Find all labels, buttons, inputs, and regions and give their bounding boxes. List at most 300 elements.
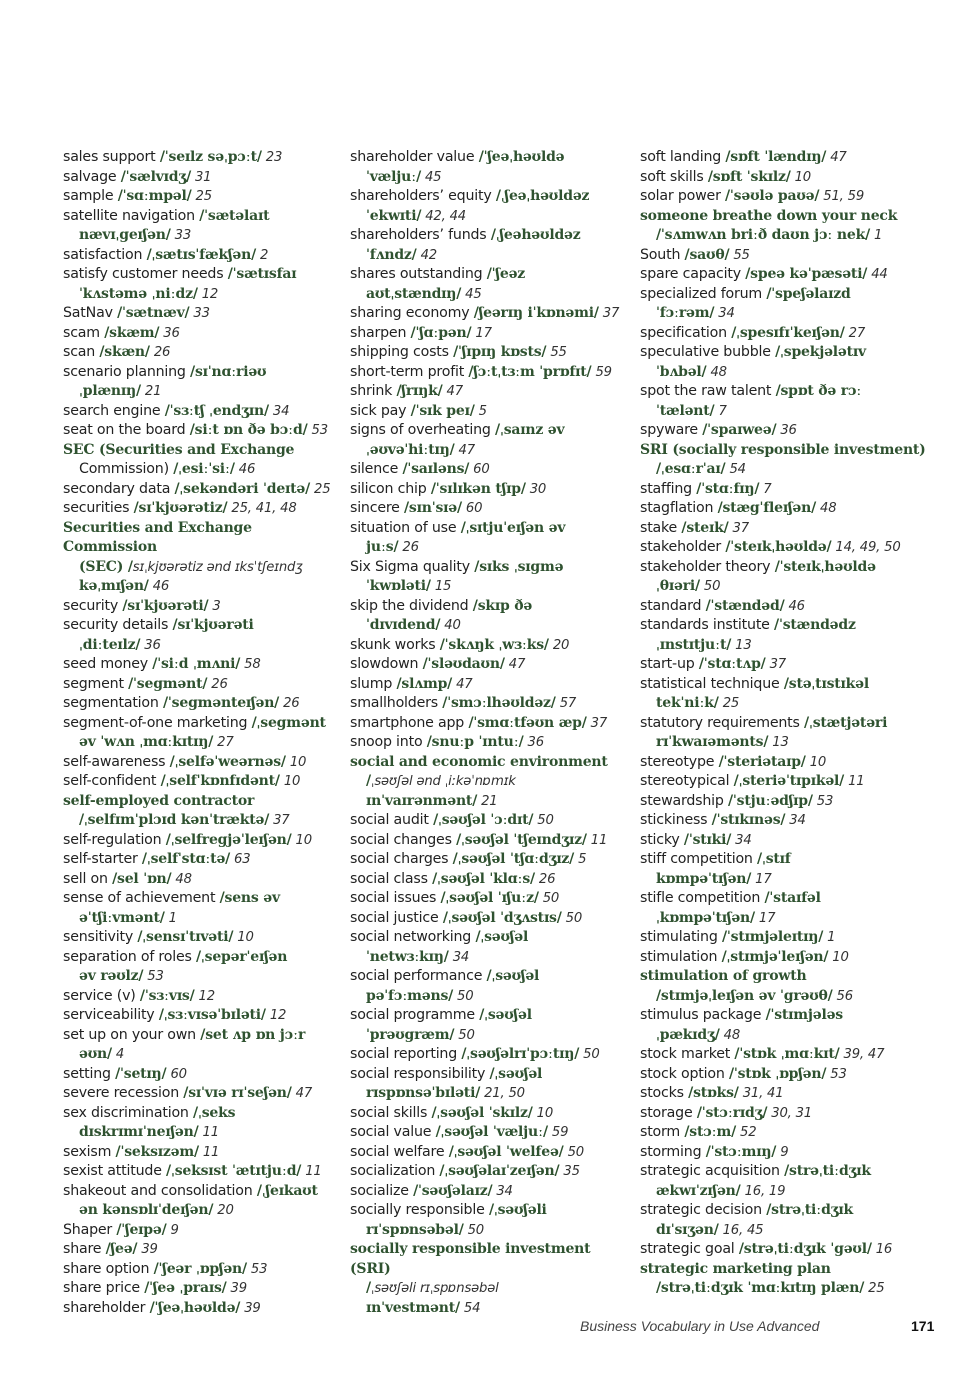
entry-headword-line: stereotypical /ˌsteriəˈtɪpɪkəl/ 11	[640, 773, 865, 789]
index-entry	[350, 499, 625, 519]
index-entry	[350, 675, 625, 695]
entry-continuation-line: dɪskrɪmɪˈneɪʃən/ 11	[79, 1124, 219, 1140]
index-entry	[640, 168, 940, 188]
entry-headword-line: share /ʃeə/ 39	[63, 1241, 158, 1257]
entry-headword-line: storage /ˈstɔːrɪdʒ/ 30, 31	[640, 1104, 813, 1121]
index-entry	[640, 1084, 940, 1104]
index-entry	[640, 207, 940, 246]
entry-headword-line: self-regulation /ˌselfregjəˈleɪʃən/ 10	[63, 831, 312, 848]
entry-headword-line: salvage /ˈsælvɪdʒ/ 31	[63, 168, 212, 185]
index-entry	[63, 714, 333, 753]
entry-headword-line: shakeout and consolidation /ˌʃeɪkaʊt	[63, 1182, 318, 1199]
entry-headword-line: self-confident /ˌselfˈkɒnfɪdənt/ 10	[63, 773, 301, 789]
entry-headword-line: stickiness /ˈstɪkɪnəs/ 34	[640, 812, 806, 828]
entry-continuation-line: juːs/ 26	[366, 539, 419, 555]
entry-continuation-line: ɪnˈvestmənt/ 54	[366, 1299, 481, 1316]
entry-continuation-line: ˈkʌstəmə ˌniːdz/ 12	[79, 285, 219, 302]
entry-continuation-line: rɪˈspɒnsəbəl/ 50	[366, 1221, 484, 1238]
entry-continuation-line: /ˌsəʊʃəl ənd ˌiːkəˈnɒmɪk	[366, 773, 516, 789]
entry-headword-line: satisfy customer needs /ˈsætɪsfaɪ	[63, 266, 297, 282]
index-column-2	[350, 148, 625, 1318]
entry-headword-line: Shaper /ˈʃeɪpə/ 9	[63, 1221, 179, 1238]
index-entry	[63, 675, 333, 695]
entry-continuation-line: ˈtælənt/ 7	[656, 402, 727, 419]
index-entry	[63, 655, 333, 675]
entry-headword-line: Securities and Exchange Commission	[63, 519, 252, 555]
entry-headword-line: smartphone app /ˈsmɑːtfəʊn æp/ 37	[350, 714, 608, 731]
entry-headword-line: spyware /ˈspaɪweə/ 36	[640, 422, 797, 438]
entry-continuation-line: ækwɪˈzɪʃən/ 16, 19	[656, 1182, 786, 1199]
index-entry	[640, 324, 940, 344]
entry-continuation-line: /stɪmjəˌleɪʃən əv ˈgrəʊθ/ 56	[656, 987, 853, 1004]
entry-headword-line: serviceability /ˌsɜːvɪsəˈbɪləti/ 12	[63, 1007, 287, 1023]
index-entry	[640, 675, 940, 714]
entry-headword-line: stock market /ˈstɒk ˌmɑːkɪt/ 39, 47	[640, 1046, 885, 1062]
entry-headword-line: signs of overheating /ˌsaɪnz əv	[350, 422, 565, 438]
entry-headword-line: situation of use /ˌsɪtjuˈeɪʃən əv	[350, 519, 566, 536]
index-entry	[63, 772, 333, 792]
entry-headword-line: soft landing /sɒft ˈlændɪŋ/ 47	[640, 149, 847, 165]
index-entry	[350, 597, 625, 636]
entry-headword-line: satellite navigation /ˈsætəlaɪt	[63, 207, 270, 224]
index-entry	[350, 480, 625, 500]
entry-headword-line: sharpen /ˈʃɑːpən/ 17	[350, 324, 492, 341]
entry-headword-line: social issues /ˌsəʊʃəl ˈɪʃuːz/ 50	[350, 890, 560, 906]
entry-headword-line: standards institute /ˈstændədz	[640, 617, 856, 633]
entry-continuation-line: ˈnetwɜːkɪŋ/ 34	[366, 948, 470, 965]
entry-continuation-line: ˌpækɪdʒ/ 48	[656, 1026, 741, 1043]
index-entry	[640, 480, 940, 500]
entry-headword-line: standard /ˈstændəd/ 46	[640, 597, 805, 614]
entry-continuation-line: kɒmpəˈtɪʃən/ 17	[656, 870, 772, 887]
entry-headword-line: shares outstanding /ˈʃeəz	[350, 266, 526, 282]
index-entry	[350, 850, 625, 870]
entry-headword-line: storm /stɔːm/ 52	[640, 1124, 757, 1140]
index-entry	[350, 714, 625, 734]
index-entry	[350, 733, 625, 753]
index-entry	[350, 343, 625, 363]
index-entry	[350, 304, 625, 324]
entry-headword-line: stimulation /ˌstɪmjəˈleɪʃən/ 10	[640, 948, 849, 965]
entry-headword-line: sample /ˈsɑːmpəl/ 25	[63, 188, 212, 204]
entry-headword-line: stake /steɪk/ 37	[640, 519, 749, 536]
index-entry	[63, 324, 333, 344]
index-entry	[640, 538, 940, 558]
entry-continuation-line: aʊtˌstændɪŋ/ 45	[366, 285, 482, 302]
index-entry	[63, 421, 333, 441]
entry-headword-line: stimulus package /ˈstɪmjələs	[640, 1007, 843, 1023]
entry-headword-line: storming /ˈstɔːmɪŋ/ 9	[640, 1143, 789, 1160]
index-entry	[63, 694, 333, 714]
entry-headword-line: scan /skæn/ 26	[63, 344, 171, 360]
index-entry	[63, 1162, 333, 1182]
index-entry	[640, 1201, 940, 1240]
entry-headword-line: sexist attitude /ˌseksɪst ˈætɪtjuːd/ 11	[63, 1163, 322, 1179]
index-entry	[350, 811, 625, 831]
entry-continuation-line: ˌəʊvəˈhiːtɪŋ/ 47	[366, 441, 475, 458]
index-entry	[350, 1065, 625, 1104]
entry-headword-line: seat on the board /siːt ɒn ðə bɔːd/ 53	[63, 422, 328, 438]
entry-headword-line: social reporting /ˌsəʊʃəlrɪˈpɔːtɪŋ/ 50	[350, 1046, 600, 1062]
index-entry	[640, 889, 940, 928]
index-entry	[63, 1006, 333, 1026]
entry-headword-line: strategic marketing plan	[640, 1260, 831, 1277]
entry-headword-line: socially responsible investment (SRI)	[350, 1241, 591, 1277]
entry-headword-line: SEC (Securities and Exchange	[63, 441, 295, 458]
index-entry	[350, 694, 625, 714]
index-entry	[63, 1260, 333, 1280]
entry-headword-line: search engine /ˈsɜːtʃ ˌendʒɪn/ 34	[63, 402, 290, 419]
entry-continuation-line: ˌdiːteɪlz/ 36	[79, 636, 161, 653]
index-entry	[640, 1006, 940, 1045]
entry-headword-line: statistical technique /stəˌtɪstɪkəl	[640, 675, 869, 692]
index-entry	[640, 753, 940, 773]
entry-headword-line: seed money /ˈsiːd ˌmʌni/ 58	[63, 656, 261, 672]
entry-headword-line: stifle competition /ˈstaɪfəl	[640, 890, 821, 906]
entry-headword-line: statutory requirements /ˌstætjətəri	[640, 714, 888, 731]
index-entry	[63, 304, 333, 324]
entry-headword-line: specialized forum /ˈspeʃəlaɪzd	[640, 285, 851, 302]
entry-headword-line: segment /ˈsegmənt/ 26	[63, 675, 228, 692]
entry-continuation-line: tekˈniːk/ 25	[656, 695, 740, 711]
index-entry	[640, 831, 940, 851]
index-entry	[640, 772, 940, 792]
entry-headword-line: sell on /sel ˈɒn/ 48	[63, 870, 192, 887]
index-entry	[640, 285, 940, 324]
index-entry	[640, 616, 940, 655]
entry-continuation-line: pəˈfɔːməns/ 50	[366, 987, 474, 1004]
index-entry	[640, 655, 940, 675]
entry-headword-line: SRI (socially responsible investment)	[640, 441, 926, 458]
entry-continuation-line: rɪspɒnsəˈbɪləti/ 21, 50	[366, 1085, 525, 1101]
index-entry	[350, 226, 625, 265]
entry-headword-line: social class /ˌsəʊʃəl ˈklɑːs/ 26	[350, 870, 556, 887]
entry-headword-line: segmentation /ˈsegmənteɪʃən/ 26	[63, 695, 300, 711]
index-entry	[350, 636, 625, 656]
entry-headword-line: scam /skæm/ 36	[63, 324, 180, 341]
entry-continuation-line: əˈtʃiːvmənt/ 1	[79, 909, 177, 926]
index-entry	[640, 928, 940, 948]
index-entry	[640, 1104, 940, 1124]
page-number: 171	[911, 1318, 935, 1334]
entry-headword-line: social audit /ˌsəʊʃəl ˈɔːdɪt/ 50	[350, 812, 554, 828]
index-entry	[350, 870, 625, 890]
entry-headword-line: social justice /ˌsəʊʃəl ˈdʒʌstɪs/ 50	[350, 909, 583, 926]
entry-headword-line: stimulation of growth	[640, 968, 807, 984]
entry-headword-line: slowdown /ˈsləʊdaʊn/ 47	[350, 656, 526, 672]
entry-continuation-line: /ˌsəʊʃəli rɪˌspɒnsəbəl	[366, 1280, 499, 1296]
entry-headword-line: securities /sɪˈkjʊərətiz/ 25, 41, 48	[63, 500, 297, 516]
entry-headword-line: severe recession /sɪˈvɪə rɪˈseʃən/ 47	[63, 1085, 313, 1101]
index-entry	[63, 1026, 333, 1065]
index-entry	[63, 441, 333, 480]
index-entry	[63, 499, 333, 519]
entry-continuation-line: rɪˈkwaɪəmənts/ 13	[656, 734, 789, 750]
index-entry	[640, 343, 940, 382]
index-entry	[640, 1260, 940, 1299]
index-entry	[63, 363, 333, 402]
entry-continuation-line: ˈekwɪti/ 42, 44	[366, 207, 466, 224]
index-entry	[63, 987, 333, 1007]
index-entry	[63, 168, 333, 188]
entry-headword-line: segment-of-one marketing /ˌsegmənt	[63, 714, 326, 731]
index-entry	[350, 909, 625, 929]
index-entry	[350, 928, 625, 967]
index-entry	[350, 831, 625, 851]
entry-headword-line: stakeholder theory /ˈsteɪkˌhəʊldə	[640, 558, 876, 575]
index-entry	[63, 519, 333, 597]
entry-headword-line: spot the raw talent /spɒt ðə rɔː	[640, 383, 862, 399]
entry-headword-line: self-awareness /ˌselfəˈweərnəs/ 10	[63, 753, 307, 770]
entry-headword-line: stakeholder /ˈsteɪkˌhəʊldə/ 14, 49, 50	[640, 539, 901, 555]
index-entry	[350, 1006, 625, 1045]
index-column-1	[63, 148, 333, 1318]
entry-headword-line: silicon chip /ˈsɪlɪkən tʃɪp/ 30	[350, 480, 547, 497]
index-entry	[350, 421, 625, 460]
index-entry	[63, 207, 333, 246]
index-entry	[63, 831, 333, 851]
entry-headword-line: shareholders’ equity /ˌʃeəˌhəʊldəz	[350, 188, 590, 204]
entry-continuation-line: əv rəʊlz/ 53	[79, 968, 164, 984]
entry-headword-line: strategic acquisition /strəˌtiːdʒɪk	[640, 1163, 871, 1179]
entry-continuation-line: kəˌmɪʃən/ 46	[79, 578, 170, 594]
entry-continuation-line: /ˌselfɪmˈplɔɪd kənˈtræktə/ 37	[79, 812, 290, 828]
entry-headword-line: sticky /ˈstɪki/ 34	[640, 831, 752, 848]
entry-continuation-line: ˌɪnstɪtjuːt/ 13	[656, 636, 752, 653]
entry-headword-line: sexism /ˈseksɪzəm/ 11	[63, 1143, 220, 1160]
entry-headword-line: snoop into /snuːp ˈɪntuː/ 36	[350, 734, 544, 750]
entry-headword-line: social programme /ˌsəʊʃəl	[350, 1007, 532, 1023]
index-entry	[640, 1123, 940, 1143]
index-entry	[350, 187, 625, 226]
entry-headword-line: stereotype /ˈsteriətaɪp/ 10	[640, 753, 827, 770]
index-entry	[350, 753, 625, 812]
entry-continuation-line: ˌkɒmpəˈtɪʃən/ 17	[656, 909, 776, 926]
index-entry	[640, 1162, 940, 1201]
entry-headword-line: shareholder value /ˈʃeəˌhəʊldə	[350, 149, 565, 165]
entry-headword-line: separation of roles /ˌsepərˈeɪʃən	[63, 948, 288, 965]
index-entry	[640, 967, 940, 1006]
entry-headword-line: start-up /ˈstɑːtʌp/ 37	[640, 656, 786, 672]
entry-headword-line: scenario planning /sɪˈnɑːriəʊ	[63, 363, 267, 380]
entry-headword-line: stiff competition /ˌstɪf	[640, 851, 791, 867]
index-entry	[640, 421, 940, 441]
entry-headword-line: social value /ˌsəʊʃəl ˈvæljuː/ 59	[350, 1124, 569, 1140]
index-entry	[350, 402, 625, 422]
entry-headword-line: specification /ˌspesɪfɪˈkeɪʃən/ 27	[640, 324, 866, 341]
entry-continuation-line: əv ˈwʌn ˌmɑːkɪtɪŋ/ 27	[79, 734, 234, 750]
index-column-3	[640, 148, 940, 1299]
entry-headword-line: sales support /ˈseɪlz səˌpɔːt/ 23	[63, 149, 283, 165]
entry-continuation-line: ˈvæljuː/ 45	[366, 168, 442, 185]
entry-headword-line: security /sɪˈkjʊərəti/ 3	[63, 597, 221, 614]
index-entry	[640, 1143, 940, 1163]
index-entry	[63, 343, 333, 363]
entry-continuation-line: dɪˈsɪʒən/ 16, 45	[656, 1221, 764, 1238]
index-entry	[350, 148, 625, 187]
entry-headword-line: satisfaction /ˌsætɪsˈfækʃən/ 2	[63, 246, 269, 263]
index-entry	[350, 655, 625, 675]
entry-continuation-line: ˈfʌndz/ 42	[366, 246, 437, 263]
index-entry	[640, 792, 940, 812]
entry-headword-line: stimulating /ˈstɪmjəleɪtɪŋ/ 1	[640, 929, 836, 945]
entry-headword-line: social responsibility /ˌsəʊʃəl	[350, 1065, 543, 1082]
entry-headword-line: share option /ˈʃeər ˌɒpʃən/ 53	[63, 1260, 268, 1277]
index-entry	[640, 148, 940, 168]
entry-headword-line: sincere /sɪnˈsɪə/ 60	[350, 500, 483, 516]
index-entry	[640, 1065, 940, 1085]
entry-headword-line: socially responsible /ˌsəʊʃəli	[350, 1202, 547, 1218]
index-entry	[640, 519, 940, 539]
entry-headword-line: secondary data /ˌsekəndəri ˈdeɪtə/ 25	[63, 480, 331, 497]
index-entry	[63, 1065, 333, 1085]
entry-headword-line: social performance /ˌsəʊʃəl	[350, 968, 540, 984]
index-entry	[63, 850, 333, 870]
index-entry	[63, 597, 333, 617]
entry-headword-line: someone breathe down your neck	[640, 207, 898, 224]
index-entry	[640, 714, 940, 753]
entry-continuation-line: ˈfɔːrəm/ 34	[656, 305, 735, 321]
index-entry	[63, 1084, 333, 1104]
index-entry	[63, 889, 333, 928]
index-entry	[640, 382, 940, 421]
entry-continuation-line: ˌplænɪŋ/ 21	[79, 383, 162, 399]
entry-headword-line: sex discrimination /ˌseks	[63, 1104, 236, 1121]
entry-continuation-line: əʊn/ 4	[79, 1046, 125, 1062]
index-entry	[350, 519, 625, 558]
entry-continuation-line: (SEC) /sɪˌkjʊərətiz ənd ɪksˈtʃeɪndʒ	[79, 558, 303, 575]
entry-headword-line: smallholders /ˈsmɔːlhəʊldəz/ 57	[350, 695, 577, 711]
index-entry	[350, 889, 625, 909]
entry-headword-line: shareholder /ˈʃeəˌhəʊldə/ 39	[63, 1299, 261, 1316]
index-entry	[63, 1143, 333, 1163]
entry-headword-line: socialize /ˈsəʊʃəlaɪz/ 34	[350, 1182, 513, 1199]
entry-headword-line: stocks /stɒks/ 31, 41	[640, 1085, 784, 1101]
index-entry	[63, 246, 333, 266]
index-entry	[640, 850, 940, 889]
book-title: Business Vocabulary in Use Advanced	[580, 1318, 820, 1334]
entry-continuation-line: ən kənsɒlɪˈdeɪʃən/ 20	[79, 1202, 234, 1218]
entry-headword-line: shrink /ʃrɪŋk/ 47	[350, 383, 463, 399]
entry-headword-line: stagflation /stægˈfleɪʃən/ 48	[640, 500, 837, 516]
index-entry	[63, 792, 333, 831]
index-entry	[640, 1045, 940, 1065]
entry-headword-line: SatNav /ˈsætnæv/ 33	[63, 305, 210, 321]
index-entry	[350, 460, 625, 480]
index-entry	[63, 402, 333, 422]
index-entry	[350, 1104, 625, 1124]
index-entry	[350, 1182, 625, 1202]
entry-headword-line: speculative bubble /ˌspekjələtɪv	[640, 344, 866, 360]
entry-headword-line: Six Sigma quality /sɪks ˌsɪgmə	[350, 558, 564, 575]
index-entry	[350, 1045, 625, 1065]
entry-headword-line: self-employed contractor	[63, 792, 255, 809]
index-entry	[350, 1162, 625, 1182]
entry-headword-line: security details /sɪˈkjʊərəti	[63, 617, 254, 633]
index-entry	[63, 1279, 333, 1299]
entry-headword-line: setting /ˈsetɪŋ/ 60	[63, 1065, 187, 1082]
entry-headword-line: sense of achievement /sens əv	[63, 890, 280, 906]
entry-headword-line: short-term profit /ʃɔːtˌtɜːm ˈprɒfɪt/ 59	[350, 363, 612, 380]
entry-headword-line: social and economic environment	[350, 753, 608, 770]
entry-continuation-line: ˈdɪvɪdend/ 40	[366, 617, 461, 633]
index-entry	[640, 187, 940, 207]
index-entry	[63, 616, 333, 655]
entry-headword-line: stock option /ˈstɒk ˌɒpʃən/ 53	[640, 1065, 847, 1082]
index-entry	[63, 148, 333, 168]
entry-headword-line: shareholders’ funds /ˌʃeəhəʊldəz	[350, 227, 581, 243]
entry-headword-line: sensitivity /ˌsensɪˈtɪvəti/ 10	[63, 929, 254, 945]
index-entry	[350, 324, 625, 344]
entry-headword-line: skunk works /ˈskʌŋk ˌwɜːks/ 20	[350, 636, 570, 653]
entry-headword-line: sick pay /ˈsɪk peɪ/ 5	[350, 402, 487, 419]
entry-headword-line: strategic goal /strəˌtiːdʒɪk ˈgəʊl/ 16	[640, 1241, 893, 1257]
entry-headword-line: solar power /ˈsəʊlə paʊə/ 51, 59	[640, 188, 865, 204]
entry-headword-line: set up on your own /set ʌp ɒn jɔːr	[63, 1026, 306, 1043]
entry-continuation-line: Commission) /ˌesiːˈsiː/ 46	[79, 461, 256, 477]
index-entry	[63, 1104, 333, 1143]
entry-headword-line: socialization /ˌsəʊʃəlaɪˈzeɪʃən/ 35	[350, 1163, 580, 1179]
index-entry	[63, 1240, 333, 1260]
entry-headword-line: skip the dividend /skɪp ðə	[350, 597, 533, 614]
index-entry	[640, 265, 940, 285]
index-entry	[640, 811, 940, 831]
index-entry	[350, 967, 625, 1006]
entry-headword-line: service (v) /ˈsɜːvɪs/ 12	[63, 987, 215, 1004]
index-entry	[640, 597, 940, 617]
index-entry	[63, 1299, 333, 1319]
entry-headword-line: social charges /ˌsəʊʃəl ˈtʃɑːdʒɪz/ 5	[350, 851, 587, 867]
entry-headword-line: strategic decision /strəˌtiːdʒɪk	[640, 1202, 854, 1218]
entry-continuation-line: ˈprəʊgræm/ 50	[366, 1026, 475, 1043]
entry-headword-line: staffing /ˈstɑːfɪŋ/ 7	[640, 480, 772, 497]
index-entry	[63, 948, 333, 987]
index-entry	[350, 382, 625, 402]
index-entry	[350, 1123, 625, 1143]
entry-continuation-line: /ˌesɑːrˈaɪ/ 54	[656, 461, 746, 477]
entry-continuation-line: /strəˌtiːdʒɪk ˈmɑːkɪtɪŋ plæn/ 25	[656, 1280, 885, 1296]
entry-continuation-line: /ˈsʌmwʌn briːð daʊn jɔː nek/ 1	[656, 227, 883, 243]
entry-headword-line: social changes /ˌsəʊʃəl ˈtʃeɪndʒɪz/ 11	[350, 831, 608, 848]
index-entry	[63, 1221, 333, 1241]
index-entry	[63, 1182, 333, 1221]
index-entry	[63, 753, 333, 773]
index-entry	[350, 363, 625, 383]
index-entry	[63, 187, 333, 207]
entry-headword-line: social welfare /ˌsəʊʃəl ˈwelfeə/ 50	[350, 1143, 584, 1160]
entry-headword-line: South /saʊθ/ 55	[640, 246, 750, 263]
entry-headword-line: share price /ˈʃeə ˌpraɪs/ 39	[63, 1280, 247, 1296]
index-entry	[350, 558, 625, 597]
entry-headword-line: social skills /ˌsəʊʃəl ˈskɪlz/ 10	[350, 1104, 554, 1121]
entry-headword-line: silence /ˈsaɪləns/ 60	[350, 461, 490, 477]
entry-continuation-line: ˈkwɒləti/ 15	[366, 578, 452, 594]
entry-headword-line: social networking /ˌsəʊʃəl	[350, 929, 529, 945]
entry-headword-line: shipping costs /ˈʃɪpɪŋ kɒsts/ 55	[350, 344, 567, 360]
entry-headword-line: spare capacity /speə kəˈpæsəti/ 44	[640, 266, 888, 282]
index-entry	[350, 1143, 625, 1163]
entry-continuation-line: nævɪˌgeɪʃən/ 33	[79, 227, 192, 243]
entry-headword-line: soft skills /sɒft ˈskɪlz/ 10	[640, 168, 811, 185]
entry-continuation-line: ˌθɪəri/ 50	[656, 578, 721, 594]
entry-continuation-line: ɪnˈvaɪrənmənt/ 21	[366, 792, 498, 809]
index-entry	[640, 246, 940, 266]
index-entry	[63, 480, 333, 500]
index-entry	[640, 558, 940, 597]
index-entry	[350, 265, 625, 304]
index-entry	[63, 870, 333, 890]
entry-headword-line: slump /slʌmp/ 47	[350, 675, 473, 692]
